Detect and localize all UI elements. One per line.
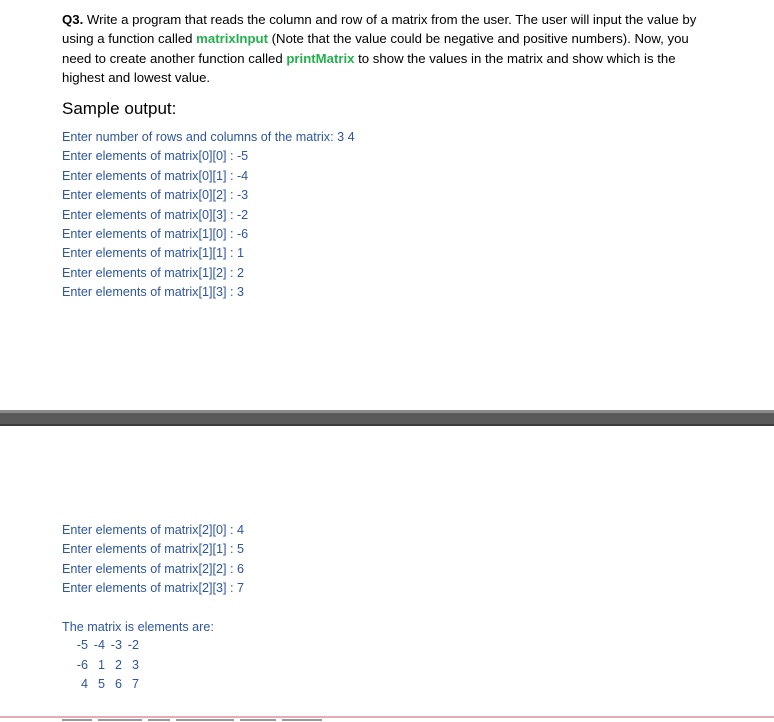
matrix-cell: 5 (97, 677, 105, 691)
console-line: Enter elements of matrix[1][3] : 3 (62, 285, 244, 300)
matrix-heading-block (62, 618, 214, 637)
matrix-row (72, 636, 140, 656)
console-line: Enter elements of matrix[2][0] : 4 (62, 523, 244, 537)
function-name-matrix-input: matrixInput (196, 31, 268, 47)
matrix-cell: 6 (114, 677, 122, 691)
console-line: Enter elements of matrix[0][1] : -4 (62, 168, 249, 183)
console-line: Enter elements of matrix[0][0] : -5 (62, 149, 249, 164)
matrix-cell: 1 (97, 657, 105, 672)
matrix-cell: 7 (131, 677, 139, 691)
console-line: Enter elements of matrix[0][2] : -3 (62, 188, 249, 203)
bottom-divider-line (0, 716, 774, 718)
matrix-cell: -5 (76, 638, 88, 652)
question-paragraph (62, 10, 702, 87)
function-name-print-matrix: printMatrix (286, 50, 355, 66)
console-line: Enter elements of matrix[0][3] : -2 (62, 207, 249, 222)
matrix-cell: -2 (127, 638, 139, 652)
page-break-shade-top (0, 410, 774, 413)
question-text-part-2: (Note that the value could be negative and positive numbers). Now, you need to create another function called (62, 31, 689, 66)
matrix-heading: The matrix is elements are: (62, 620, 214, 634)
page-break-separator (0, 410, 774, 426)
console-line: Enter elements of matrix[1][0] : -6 (62, 226, 249, 241)
console-line: Enter elements of matrix[2][1] : 5 (62, 542, 244, 557)
question-text-part-3: to show the values in the matrix and show which is the highest and lowest value. (62, 50, 676, 85)
matrix-cell: -4 (93, 638, 105, 652)
matrix-cell: 3 (131, 657, 139, 672)
question-text-part-1: Write a program that reads the column and row of a matrix from the user. The user will input the value by using a function called (62, 12, 697, 47)
matrix-cell: 2 (114, 657, 122, 672)
console-line: Enter number of rows and columns of the matrix: 3 4 (62, 130, 355, 144)
sample-output-heading: Sample output: (62, 99, 177, 118)
matrix-output (72, 636, 140, 695)
question-number: Q3. (62, 12, 84, 27)
console-output-bottom (62, 521, 244, 599)
console-output-top (62, 128, 355, 303)
matrix-cell: -6 (76, 657, 88, 672)
console-line: Enter elements of matrix[1][1] : 1 (62, 246, 244, 261)
matrix-row (72, 675, 140, 695)
matrix-row (72, 656, 140, 676)
console-line: Enter elements of matrix[2][2] : 6 (62, 561, 244, 576)
matrix-cell: -3 (110, 638, 122, 652)
console-line: Enter elements of matrix[1][2] : 2 (62, 265, 244, 280)
matrix-cell: 4 (80, 677, 88, 691)
console-line: Enter elements of matrix[2][3] : 7 (62, 581, 244, 596)
